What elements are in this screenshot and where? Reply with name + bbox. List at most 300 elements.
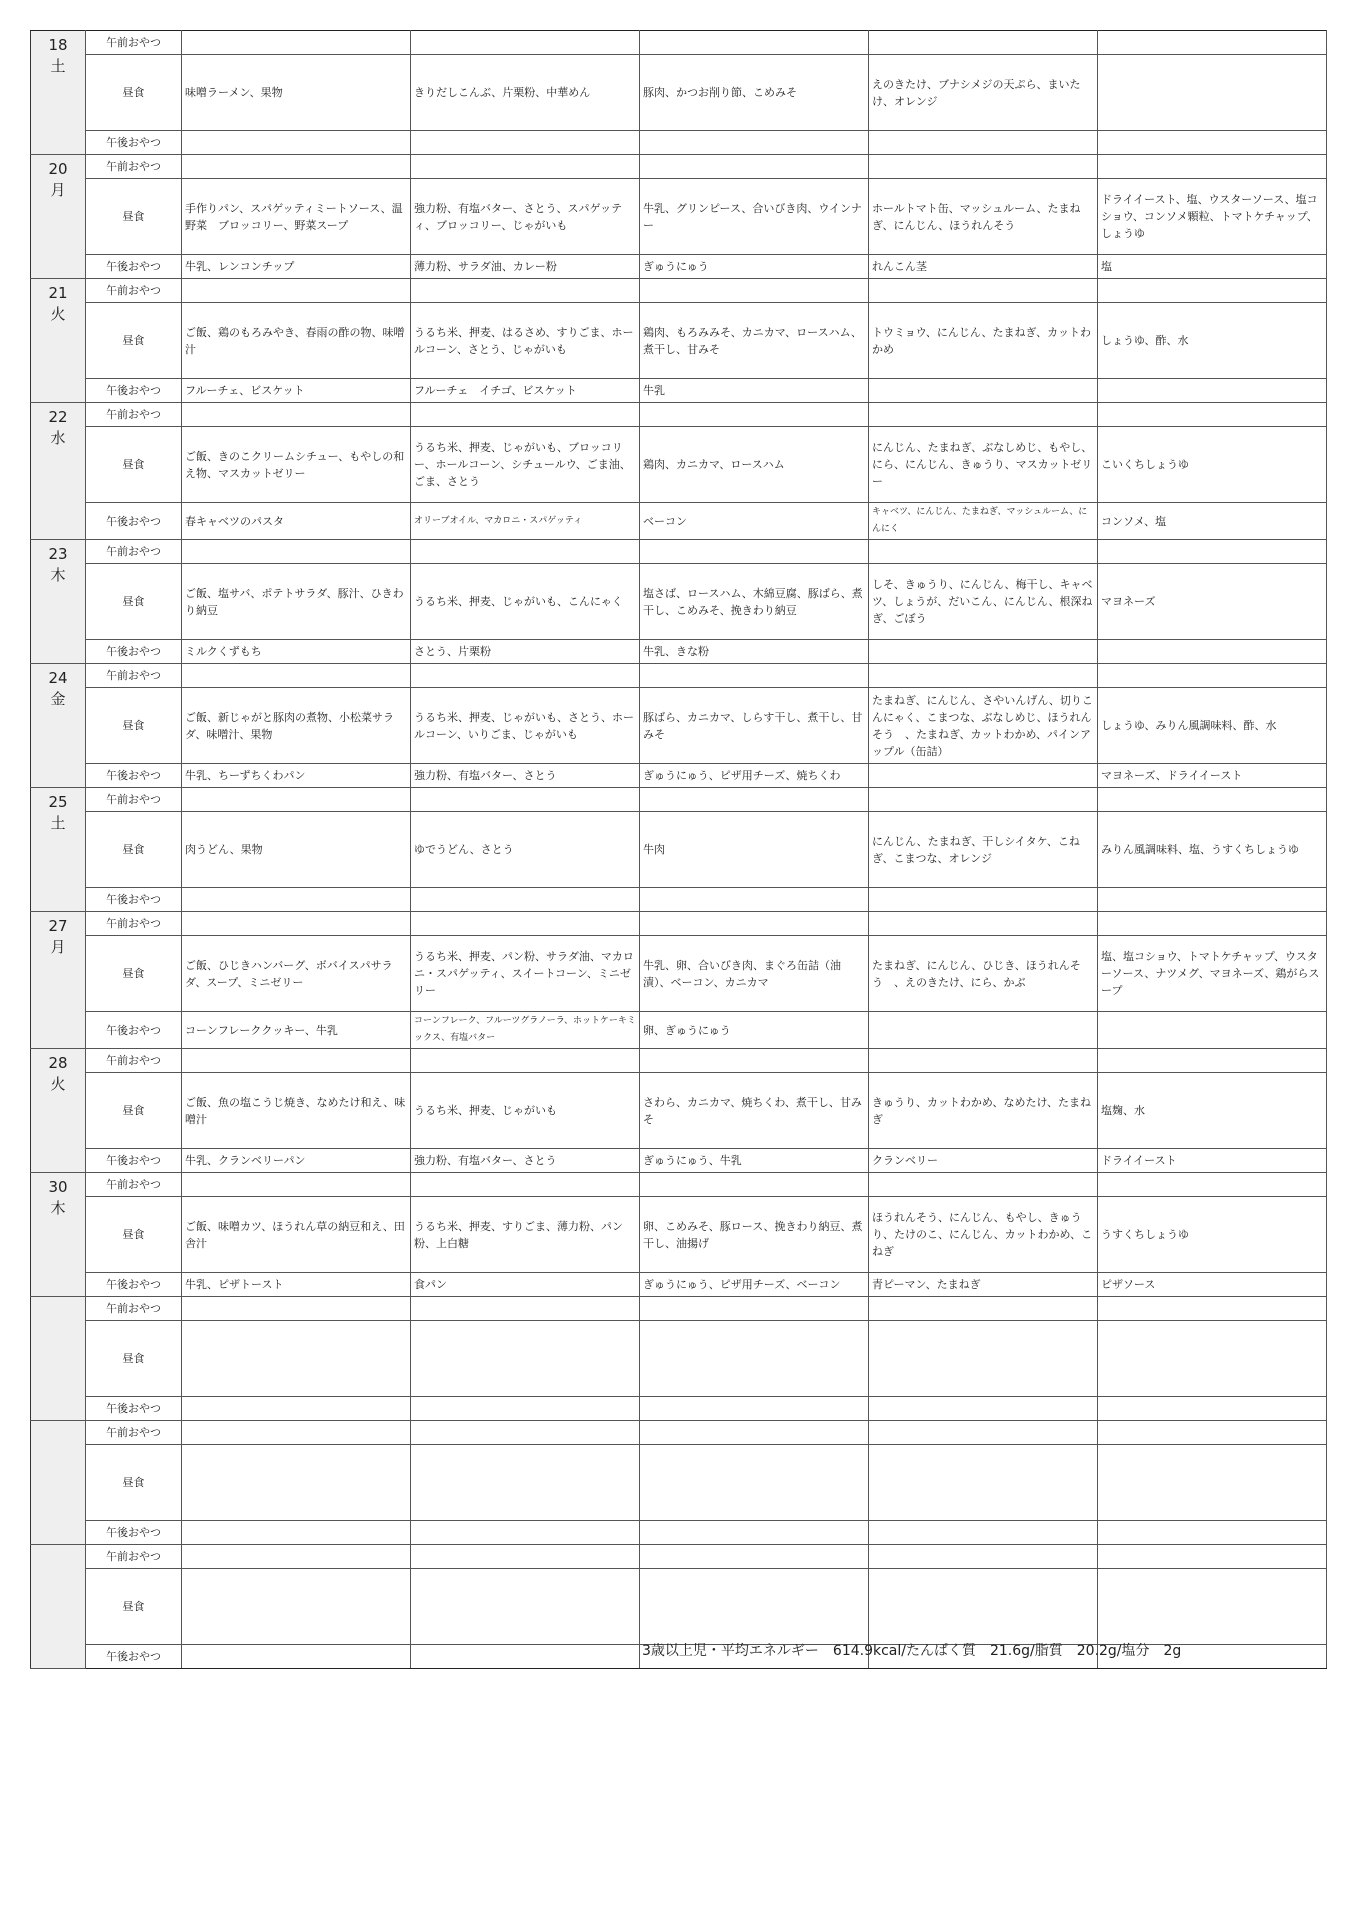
menu-cell: [640, 31, 869, 55]
menu-cell: ぎゅうにゅう: [640, 255, 869, 279]
menu-row-afternoon: [31, 255, 1327, 279]
menu-cell: たまねぎ、にんじん、ひじき、ほうれんそう 、えのきたけ、にら、かぶ: [869, 936, 1098, 1012]
menu-cell: [869, 664, 1098, 688]
day-weekday: 土: [50, 57, 66, 75]
menu-cell: しょうゆ、みりん風調味料、酢、水: [1098, 688, 1327, 764]
menu-cell: [869, 1049, 1098, 1073]
menu-cell: [1098, 1049, 1327, 1073]
menu-cell: うすくちしょうゆ: [1098, 1197, 1327, 1273]
menu-cell: 鶏肉、カニカマ、ロースハム: [640, 427, 869, 503]
menu-cell: [1098, 664, 1327, 688]
menu-cell: [182, 788, 411, 812]
menu-table: [30, 30, 1327, 1669]
menu-cell: [1098, 888, 1327, 912]
menu-row-lunch: [31, 812, 1327, 888]
menu-cell: うるち米、押麦、じゃがいも、こんにゃく: [411, 564, 640, 640]
menu-cell: ご飯、きのこクリームシチュー、もやしの和え物、マスカットゼリー: [182, 427, 411, 503]
menu-cell: マヨネーズ、ドライイースト: [1098, 764, 1327, 788]
menu-cell: [869, 1321, 1098, 1397]
menu-row-morning: [31, 155, 1327, 179]
menu-cell: ご飯、ひじきハンバーグ、ボバイスパサラダ、スープ、ミニゼリー: [182, 936, 411, 1012]
menu-cell: [1098, 155, 1327, 179]
menu-cell: 豚肉、かつお削り節、こめみそ: [640, 55, 869, 131]
menu-cell: 鶏肉、もろみみそ、カニカマ、ロースハム、煮干し、甘みそ: [640, 303, 869, 379]
menu-cell: [182, 155, 411, 179]
menu-cell: [411, 279, 640, 303]
menu-cell: 牛乳、卵、合いびき肉、まぐろ缶詰（油漬）、ベーコン、カニカマ: [640, 936, 869, 1012]
menu-row-lunch: [31, 1073, 1327, 1149]
day-date: 20: [48, 160, 68, 178]
menu-row-morning: [31, 540, 1327, 564]
menu-cell: 豚ばら、カニカマ、しらす干し、煮干し、甘みそ: [640, 688, 869, 764]
day-date: 18: [48, 36, 68, 54]
meal-label-lunch: 昼食: [86, 1073, 182, 1149]
menu-cell: 塩: [1098, 255, 1327, 279]
day-date: 28: [48, 1054, 68, 1072]
menu-cell: [869, 1421, 1098, 1445]
menu-cell: 牛肉: [640, 812, 869, 888]
day-weekday: 木: [50, 566, 66, 584]
menu-cell: [869, 131, 1098, 155]
menu-cell: ドライイースト: [1098, 1149, 1327, 1173]
menu-cell: [411, 1049, 640, 1073]
menu-cell: [182, 1569, 411, 1645]
menu-cell: [869, 379, 1098, 403]
menu-cell: [869, 1297, 1098, 1321]
meal-label-lunch: 昼食: [86, 1445, 182, 1521]
meal-label-lunch: 昼食: [86, 688, 182, 764]
menu-cell: [640, 1049, 869, 1073]
menu-cell: クランベリー: [869, 1149, 1098, 1173]
menu-cell: [869, 155, 1098, 179]
menu-cell: しそ、きゅうり、にんじん、梅干し、キャベツ、しょうが、だいこん、にんじん、根深ねぎ、ごぼう: [869, 564, 1098, 640]
menu-row-afternoon: [31, 131, 1327, 155]
menu-cell: [640, 912, 869, 936]
menu-cell: [869, 403, 1098, 427]
menu-cell: [640, 664, 869, 688]
meal-label-afternoon: 午後おやつ: [86, 888, 182, 912]
menu-cell: ミルクくずもち: [182, 640, 411, 664]
menu-cell: [182, 912, 411, 936]
menu-cell: [182, 1421, 411, 1445]
menu-cell: 牛乳、きな粉: [640, 640, 869, 664]
menu-cell: [1098, 1421, 1327, 1445]
menu-cell: [1098, 788, 1327, 812]
menu-cell: [1098, 55, 1327, 131]
menu-cell: うるち米、押麦、はるさめ、すりごま、ホールコーン、さとう、じゃがいも: [411, 303, 640, 379]
day-weekday: 木: [50, 1199, 66, 1217]
menu-cell: [640, 131, 869, 155]
meal-label-afternoon: 午後おやつ: [86, 503, 182, 540]
menu-cell: 塩麹、水: [1098, 1073, 1327, 1149]
menu-cell: ご飯、味噌カツ、ほうれん草の納豆和え、田舎汁: [182, 1197, 411, 1273]
menu-cell: [1098, 540, 1327, 564]
meal-label-lunch: 昼食: [86, 1197, 182, 1273]
menu-cell: [182, 1397, 411, 1421]
menu-cell: [1098, 131, 1327, 155]
day-weekday: 月: [50, 181, 66, 199]
menu-cell: [640, 1569, 869, 1645]
menu-cell: [869, 1521, 1098, 1545]
day-date: 24: [48, 669, 68, 687]
meal-label-afternoon: 午後おやつ: [86, 131, 182, 155]
menu-cell: [1098, 912, 1327, 936]
menu-cell: [411, 1397, 640, 1421]
day-cell: [31, 31, 86, 155]
menu-cell: ほうれんそう、にんじん、もやし、きゅうり、たけのこ、にんじん、カットわかめ、こねぎ: [869, 1197, 1098, 1273]
menu-cell: [640, 155, 869, 179]
menu-cell: ゆでうどん、さとう: [411, 812, 640, 888]
meal-label-afternoon: 午後おやつ: [86, 1397, 182, 1421]
menu-cell: [411, 664, 640, 688]
menu-cell: きゅうり、カットわかめ、なめたけ、たまねぎ: [869, 1073, 1098, 1149]
menu-cell: ご飯、塩サバ、ポテトサラダ、豚汁、ひきわり納豆: [182, 564, 411, 640]
meal-label-afternoon: 午後おやつ: [86, 1521, 182, 1545]
day-date: 22: [48, 408, 68, 426]
menu-cell: ご飯、新じゃがと豚肉の煮物、小松菜サラダ、味噌汁、果物: [182, 688, 411, 764]
menu-cell: れんこん茎: [869, 255, 1098, 279]
meal-label-lunch: 昼食: [86, 55, 182, 131]
menu-cell: コンソメ、塩: [1098, 503, 1327, 540]
menu-cell: [411, 788, 640, 812]
menu-row-afternoon: [31, 640, 1327, 664]
menu-cell: 牛乳、グリンピース、合いびき肉、ウインナー: [640, 179, 869, 255]
menu-row-morning: [31, 1421, 1327, 1445]
menu-cell: [411, 1445, 640, 1521]
menu-row-afternoon: [31, 503, 1327, 540]
menu-cell: [182, 1321, 411, 1397]
menu-row-lunch: [31, 55, 1327, 131]
menu-cell: [411, 1521, 640, 1545]
menu-cell: [1098, 1521, 1327, 1545]
menu-cell: うるち米、押麦、じゃがいも、さとう、ホールコーン、いりごま、じゃがいも: [411, 688, 640, 764]
menu-cell: 牛乳、レンコンチップ: [182, 255, 411, 279]
menu-cell: [1098, 1545, 1327, 1569]
menu-cell: うるち米、押麦、パン粉、サラダ油、マカロニ・スパゲッティ、スイートコーン、ミニゼリー: [411, 936, 640, 1012]
meal-label-morning: 午前おやつ: [86, 403, 182, 427]
menu-cell: 塩さば、ロースハム、木綿豆腐、豚ばら、煮干し、こめみそ、挽きわり納豆: [640, 564, 869, 640]
menu-row-morning: [31, 664, 1327, 688]
menu-cell: えのきたけ、ブナシメジの天ぷら、まいたけ、オレンジ: [869, 55, 1098, 131]
menu-cell: [869, 912, 1098, 936]
nutrition-summary: 3歳以上児・平均エネルギー 614.9kcal/たんぱく質 21.6g/脂質 20.2g/塩分 2g: [642, 1643, 1182, 1659]
menu-cell: 塩、塩コショウ、トマトケチャップ、ウスターソース、ナツメグ、マヨネーズ、鶏がらスープ: [1098, 936, 1327, 1012]
menu-cell: [182, 1521, 411, 1545]
menu-row-afternoon: [31, 1149, 1327, 1173]
day-weekday: 金: [50, 690, 66, 708]
meal-label-morning: 午前おやつ: [86, 1049, 182, 1073]
menu-cell: [182, 31, 411, 55]
menu-cell: [1098, 1173, 1327, 1197]
menu-cell: [869, 764, 1098, 788]
menu-cell: 青ピーマン、たまねぎ: [869, 1273, 1098, 1297]
menu-cell: [1098, 279, 1327, 303]
menu-row-lunch: [31, 1445, 1327, 1521]
menu-cell: [182, 1545, 411, 1569]
meal-label-afternoon: 午後おやつ: [86, 1273, 182, 1297]
menu-cell: [411, 155, 640, 179]
menu-row-afternoon: [31, 1521, 1327, 1545]
menu-cell: [1098, 379, 1327, 403]
meal-label-morning: 午前おやつ: [86, 1545, 182, 1569]
menu-cell: [640, 1297, 869, 1321]
meal-label-afternoon: 午後おやつ: [86, 1012, 182, 1049]
day-date: 25: [48, 793, 68, 811]
menu-cell: [640, 1173, 869, 1197]
menu-cell: [1098, 403, 1327, 427]
menu-cell: [411, 403, 640, 427]
menu-row-lunch: [31, 303, 1327, 379]
menu-row-afternoon: [31, 1397, 1327, 1421]
menu-cell: [411, 1321, 640, 1397]
menu-cell: [411, 1421, 640, 1445]
day-date: 21: [48, 284, 68, 302]
menu-cell: [869, 640, 1098, 664]
menu-cell: 卵、こめみそ、豚ロース、挽きわり納豆、煮干し、油揚げ: [640, 1197, 869, 1273]
menu-cell: ホールトマト缶、マッシュルーム、たまねぎ、にんじん、ほうれんそう: [869, 179, 1098, 255]
menu-cell: [1098, 1012, 1327, 1049]
menu-cell: 強力粉、有塩バター、さとう: [411, 764, 640, 788]
meal-label-morning: 午前おやつ: [86, 1297, 182, 1321]
menu-cell: [869, 540, 1098, 564]
menu-cell: [411, 1297, 640, 1321]
menu-cell: ぎゅうにゅう、牛乳: [640, 1149, 869, 1173]
menu-cell: オリーブオイル、マカロニ・スパゲッティ: [411, 503, 640, 540]
day-cell: [31, 1049, 86, 1173]
menu-row-morning: [31, 403, 1327, 427]
menu-cell: 手作りパン、スパゲッティミートソース、温野菜 ブロッコリー、野菜スープ: [182, 179, 411, 255]
meal-label-morning: 午前おやつ: [86, 1421, 182, 1445]
menu-cell: [869, 888, 1098, 912]
menu-cell: [182, 888, 411, 912]
meal-label-morning: 午前おやつ: [86, 912, 182, 936]
menu-cell: うるち米、押麦、じゃがいも: [411, 1073, 640, 1149]
meal-label-lunch: 昼食: [86, 1569, 182, 1645]
meal-label-morning: 午前おやつ: [86, 664, 182, 688]
menu-cell: [1098, 1397, 1327, 1421]
menu-cell: コーンフレーク、フルーツグラノーラ、ホットケーキミックス、有塩バター: [411, 1012, 640, 1049]
menu-row-lunch: [31, 1197, 1327, 1273]
day-cell: [31, 1297, 86, 1421]
menu-cell: [640, 279, 869, 303]
menu-cell: にんじん、たまねぎ、ぶなしめじ、もやし、にら、にんじん、きゅうり、マスカットゼリー: [869, 427, 1098, 503]
menu-cell: キャベツ、にんじん、たまねぎ、マッシュルーム、にんにく: [869, 503, 1098, 540]
menu-row-morning: [31, 1173, 1327, 1197]
menu-cell: [411, 131, 640, 155]
menu-cell: [640, 1397, 869, 1421]
menu-cell: 牛乳、ピザトースト: [182, 1273, 411, 1297]
day-cell: [31, 540, 86, 664]
menu-row-afternoon: [31, 764, 1327, 788]
menu-row-afternoon: [31, 888, 1327, 912]
menu-cell: [869, 788, 1098, 812]
meal-label-lunch: 昼食: [86, 564, 182, 640]
day-weekday: 月: [50, 938, 66, 956]
day-date: 30: [48, 1178, 68, 1196]
meal-label-morning: 午前おやつ: [86, 31, 182, 55]
menu-cell: こいくちしょうゆ: [1098, 427, 1327, 503]
menu-cell: [869, 31, 1098, 55]
menu-cell: トウミョウ、にんじん、たまねぎ、カットわかめ: [869, 303, 1098, 379]
meal-label-afternoon: 午後おやつ: [86, 764, 182, 788]
menu-cell: [411, 1173, 640, 1197]
menu-cell: ぎゅうにゅう、ピザ用チーズ、ベーコン: [640, 1273, 869, 1297]
menu-cell: [411, 540, 640, 564]
day-cell: [31, 912, 86, 1049]
menu-row-morning: [31, 1545, 1327, 1569]
menu-cell: [1098, 1569, 1327, 1645]
menu-cell: ご飯、魚の塩こうじ焼き、なめたけ和え、味噌汁: [182, 1073, 411, 1149]
menu-cell: [182, 540, 411, 564]
menu-row-morning: [31, 788, 1327, 812]
menu-row-morning: [31, 912, 1327, 936]
menu-row-afternoon: [31, 379, 1327, 403]
menu-cell: 肉うどん、果物: [182, 812, 411, 888]
menu-cell: [869, 1397, 1098, 1421]
menu-cell: [640, 540, 869, 564]
menu-cell: [640, 1445, 869, 1521]
menu-cell: 牛乳、ちーずちくわパン: [182, 764, 411, 788]
meal-label-lunch: 昼食: [86, 812, 182, 888]
day-cell: [31, 403, 86, 540]
menu-cell: きりだしこんぶ、片栗粉、中華めん: [411, 55, 640, 131]
menu-cell: 味噌ラーメン、果物: [182, 55, 411, 131]
menu-cell: [869, 1173, 1098, 1197]
menu-cell: [411, 888, 640, 912]
menu-cell: [869, 1545, 1098, 1569]
menu-cell: 牛乳、クランベリーパン: [182, 1149, 411, 1173]
meal-label-morning: 午前おやつ: [86, 788, 182, 812]
menu-cell: さとう、片栗粉: [411, 640, 640, 664]
menu-cell: [1098, 1297, 1327, 1321]
meal-label-afternoon: 午後おやつ: [86, 379, 182, 403]
menu-cell: [411, 1645, 640, 1669]
menu-cell: [869, 1569, 1098, 1645]
menu-cell: [411, 1569, 640, 1645]
menu-cell: [411, 31, 640, 55]
menu-cell: [1098, 1321, 1327, 1397]
menu-row-afternoon: [31, 1273, 1327, 1297]
menu-cell: さわら、カニカマ、焼ちくわ、煮干し、甘みそ: [640, 1073, 869, 1149]
meal-label-afternoon: 午後おやつ: [86, 255, 182, 279]
menu-cell: しょうゆ、酢、水: [1098, 303, 1327, 379]
menu-cell: 牛乳: [640, 379, 869, 403]
menu-row-lunch: [31, 936, 1327, 1012]
meal-label-morning: 午前おやつ: [86, 279, 182, 303]
menu-cell: 強力粉、有塩バター、さとう、スパゲッティ、ブロッコリー、じゃがいも: [411, 179, 640, 255]
menu-cell: 春キャベツのパスタ: [182, 503, 411, 540]
menu-cell: [182, 1297, 411, 1321]
menu-body: [31, 31, 1327, 1669]
menu-cell: うるち米、押麦、すりごま、薄力粉、パン粉、上白糖: [411, 1197, 640, 1273]
day-cell: [31, 155, 86, 279]
menu-cell: にんじん、たまねぎ、干しシイタケ、こねぎ、こまつな、オレンジ: [869, 812, 1098, 888]
menu-row-lunch: [31, 1321, 1327, 1397]
menu-cell: ピザソース: [1098, 1273, 1327, 1297]
menu-cell: [182, 131, 411, 155]
menu-cell: 薄力粉、サラダ油、カレー粉: [411, 255, 640, 279]
menu-cell: [182, 1645, 411, 1669]
menu-cell: [640, 1421, 869, 1445]
menu-cell: [640, 1545, 869, 1569]
menu-cell: [640, 1321, 869, 1397]
meal-label-afternoon: 午後おやつ: [86, 640, 182, 664]
menu-cell: [869, 1012, 1098, 1049]
menu-row-morning: [31, 31, 1327, 55]
menu-cell: [411, 1545, 640, 1569]
menu-cell: [182, 664, 411, 688]
menu-cell: [640, 403, 869, 427]
menu-row-lunch: [31, 1569, 1327, 1645]
menu-cell: うるち米、押麦、じゃがいも、ブロッコリー、ホールコーン、シチュールウ、ごま油、ごま、さとう: [411, 427, 640, 503]
meal-label-lunch: 昼食: [86, 1321, 182, 1397]
meal-label-afternoon: 午後おやつ: [86, 1149, 182, 1173]
meal-label-lunch: 昼食: [86, 427, 182, 503]
meal-label-morning: 午前おやつ: [86, 540, 182, 564]
menu-cell: [869, 1445, 1098, 1521]
meal-label-morning: 午前おやつ: [86, 155, 182, 179]
meal-label-afternoon: 午後おやつ: [86, 1645, 182, 1669]
menu-cell: [1098, 1445, 1327, 1521]
day-cell: [31, 1545, 86, 1669]
menu-cell: 強力粉、有塩バター、さとう: [411, 1149, 640, 1173]
meal-label-lunch: 昼食: [86, 936, 182, 1012]
meal-label-morning: 午前おやつ: [86, 1173, 182, 1197]
menu-cell: ドライイースト、塩、ウスターソース、塩コショウ、コンソメ顆粒、トマトケチャップ、しょうゆ: [1098, 179, 1327, 255]
day-cell: [31, 788, 86, 912]
menu-row-morning: [31, 1049, 1327, 1073]
day-cell: [31, 1421, 86, 1545]
menu-cell: [182, 279, 411, 303]
menu-row-afternoon: [31, 1012, 1327, 1049]
menu-cell: 食パン: [411, 1273, 640, 1297]
menu-cell: [1098, 31, 1327, 55]
menu-row-morning: [31, 1297, 1327, 1321]
meal-label-lunch: 昼食: [86, 179, 182, 255]
menu-cell: [182, 1049, 411, 1073]
day-weekday: 火: [50, 1075, 66, 1093]
day-date: 23: [48, 545, 68, 563]
menu-cell: みりん風調味料、塩、うすくちしょうゆ: [1098, 812, 1327, 888]
menu-cell: コーンフレーククッキー、牛乳: [182, 1012, 411, 1049]
menu-cell: [182, 1445, 411, 1521]
menu-cell: [640, 1521, 869, 1545]
meal-label-lunch: 昼食: [86, 303, 182, 379]
day-cell: [31, 1173, 86, 1297]
menu-cell: たまねぎ、にんじん、さやいんげん、切りこんにゃく、こまつな、ぶなしめじ、ほうれんそう 、たまねぎ、カットわかめ、パインアップル（缶詰）: [869, 688, 1098, 764]
menu-cell: [411, 912, 640, 936]
menu-cell: [640, 888, 869, 912]
menu-cell: ぎゅうにゅう、ピザ用チーズ、焼ちくわ: [640, 764, 869, 788]
menu-row-lunch: [31, 179, 1327, 255]
menu-cell: 卵、ぎゅうにゅう: [640, 1012, 869, 1049]
menu-row-morning: [31, 279, 1327, 303]
menu-cell: ご飯、鶏のもろみやき、春雨の酢の物、味噌汁: [182, 303, 411, 379]
menu-cell: [640, 788, 869, 812]
menu-cell: ベーコン: [640, 503, 869, 540]
menu-cell: フルーチェ イチゴ、ビスケット: [411, 379, 640, 403]
day-weekday: 火: [50, 305, 66, 323]
menu-cell: フルーチェ、ビスケット: [182, 379, 411, 403]
menu-row-lunch: [31, 427, 1327, 503]
menu-cell: [182, 403, 411, 427]
day-weekday: 土: [50, 814, 66, 832]
menu-cell: [869, 279, 1098, 303]
menu-row-lunch: [31, 564, 1327, 640]
day-cell: [31, 279, 86, 403]
menu-cell: [1098, 640, 1327, 664]
menu-cell: [182, 1173, 411, 1197]
